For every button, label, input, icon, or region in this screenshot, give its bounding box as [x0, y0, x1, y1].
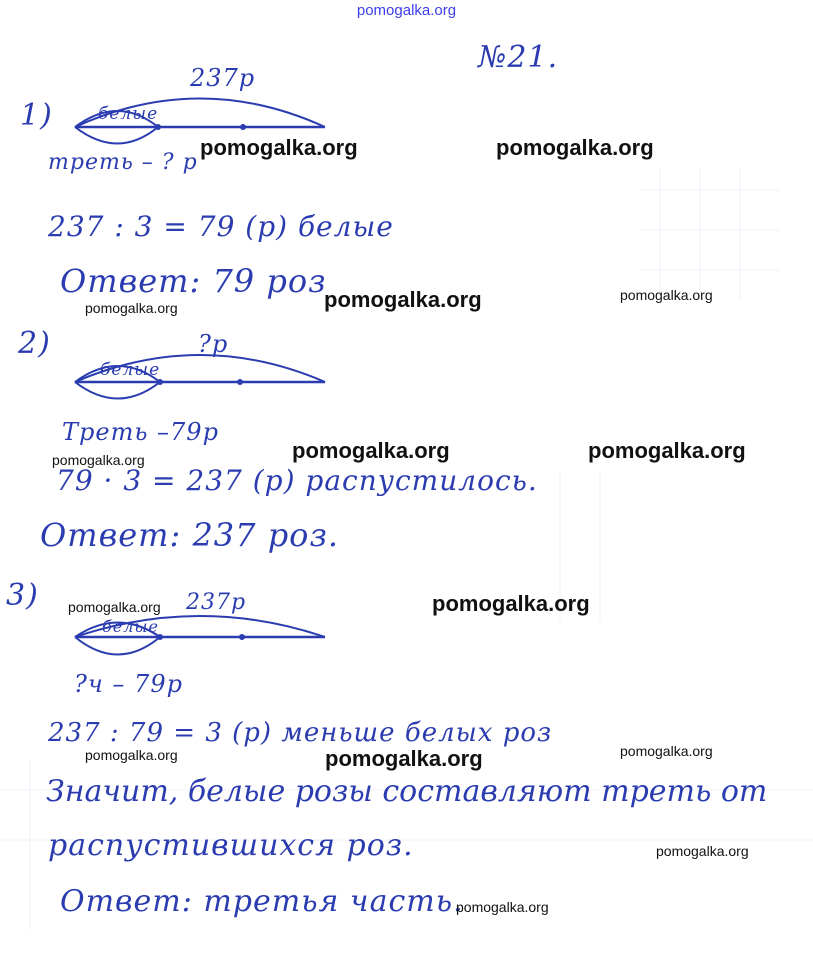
watermark-text: pomogalka.org	[68, 599, 161, 615]
part3-conclusion-line1: Значит, белые розы составляют треть от	[46, 774, 768, 809]
watermark-text: pomogalka.org	[200, 135, 358, 160]
part2-answer: Ответ: 237 роз.	[40, 516, 340, 554]
part2-third-label: Треть –79р	[62, 418, 219, 446]
watermark-text: pomogalka.org	[620, 287, 713, 303]
watermark-text: pomogalka.org	[432, 591, 590, 616]
watermark-text: pomogalka.org	[325, 746, 483, 771]
part1-answer: Ответ: 79 роз	[60, 262, 327, 300]
watermark-text: pomogalka.org	[85, 300, 178, 316]
watermark-text: pomogalka.org	[324, 287, 482, 312]
part1-white-label: белые	[98, 104, 159, 124]
part1-equation: 237 : 3 = 79 (р) белые	[48, 210, 394, 243]
part1-third-label: треть – ? р	[48, 150, 198, 175]
watermark-text: pomogalka.org	[620, 743, 713, 759]
watermark-text: pomogalka.org	[85, 747, 178, 763]
part3-conclusion-line2: распустившихся роз.	[48, 828, 414, 863]
part2-equation: 79 · 3 = 237 (р) распустилось.	[56, 464, 538, 497]
part3-white-arc-bottom	[75, 637, 160, 655]
part3-tick-2	[239, 634, 245, 640]
part3-total-label: 237р	[186, 590, 247, 615]
part3-equation: 237 : 79 = 3 (р) меньше белых роз	[48, 718, 553, 748]
watermark-text: pomogalka.org	[496, 135, 654, 160]
watermark-text: pomogalka.org	[656, 843, 749, 859]
watermark-text: pomogalka.org	[292, 438, 450, 463]
part2-total-label: ?р	[198, 330, 229, 358]
problem-number: №21.	[478, 40, 559, 75]
part3-white-label: белые	[102, 617, 159, 636]
part2-number: 2)	[18, 326, 51, 361]
watermark-text: pomogalka.org	[588, 438, 746, 463]
part1-number: 1)	[20, 98, 53, 133]
part3-third-label: ?ч – 79р	[74, 670, 183, 698]
watermark-text: pomogalka.org	[456, 899, 549, 915]
part1-total-label: 237р	[190, 64, 256, 92]
part2-white-label: белые	[100, 360, 161, 380]
watermark-text: pomogalka.org	[52, 452, 145, 468]
site-url-header[interactable]: pomogalka.org	[356, 2, 457, 19]
part3-answer: Ответ: третья часть.	[60, 884, 464, 919]
part3-number: 3)	[6, 578, 39, 613]
